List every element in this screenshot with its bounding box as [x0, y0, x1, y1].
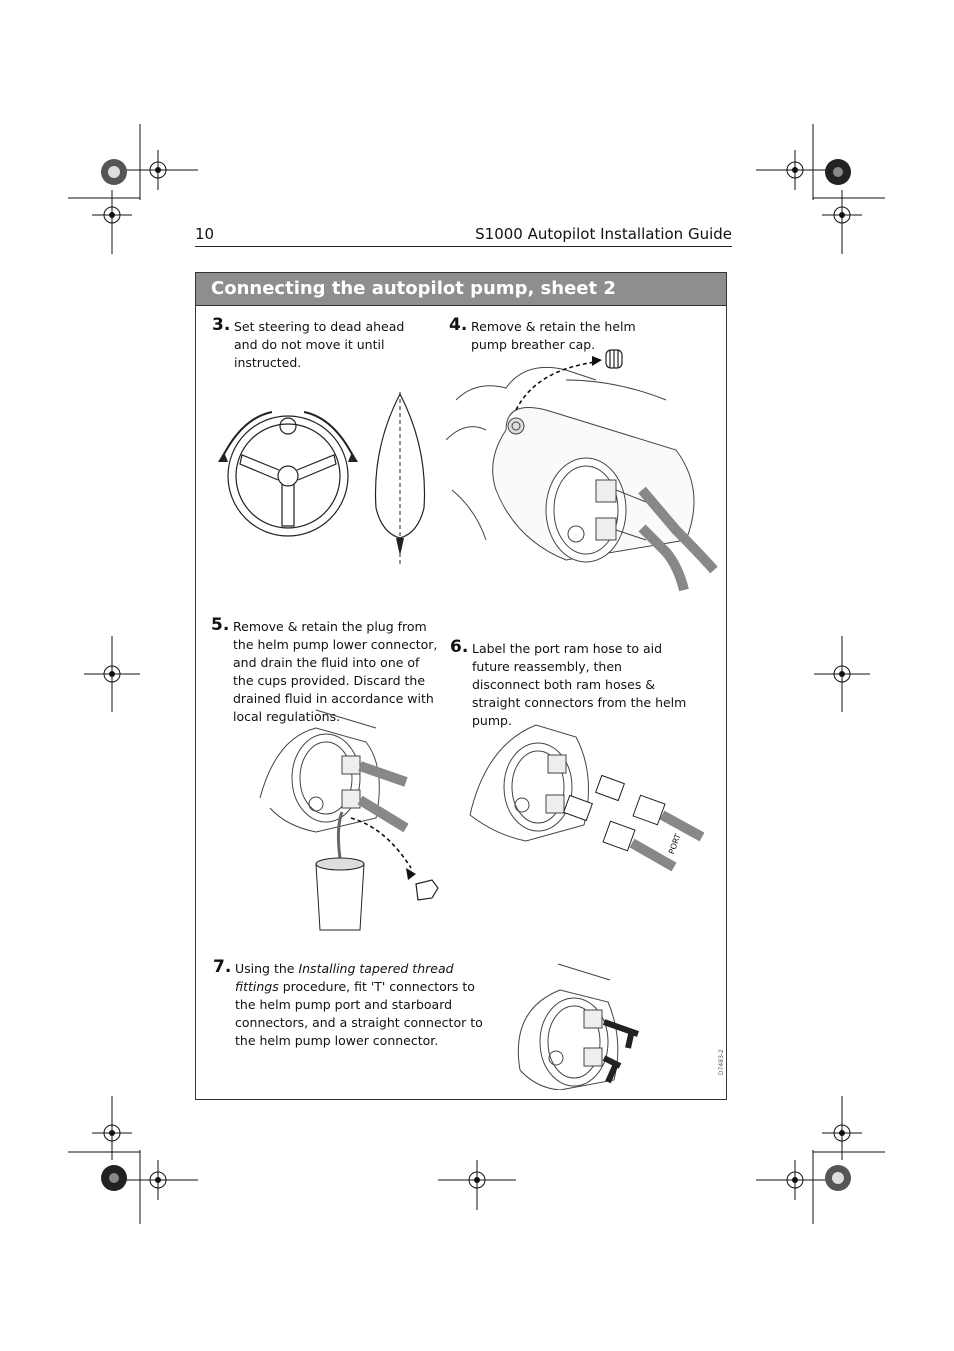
step-3 [212, 315, 412, 372]
header-title: S1000 Autopilot Installation Guide [475, 225, 732, 243]
drawing-code: D7483-2 [718, 1049, 725, 1075]
step-text-lead: Using the [235, 961, 299, 976]
steering-wheel-illustration [212, 400, 362, 540]
disconnect-hoses-illustration [466, 715, 716, 875]
step-number: 6. [450, 637, 469, 657]
step-number: 4. [449, 315, 468, 335]
t-connectors-illustration [500, 960, 660, 1090]
boat-hull-illustration [368, 388, 432, 570]
step-number: 3. [212, 315, 231, 335]
step-text: Remove & retain the plug from the helm pump lower connector, and drain the fluid into one of the cups provided. Discard the drained fluid in accordance with local regulations. [233, 619, 438, 724]
step-text: Label the port ram hose to aid future reassembly, then disconnect both ram hoses & straight connectors from the helm pump. [472, 641, 687, 728]
procedure-reference: Installing tapered thread fittings [235, 961, 454, 994]
step-7 [213, 957, 495, 1050]
drain-fluid-illustration [256, 708, 446, 938]
header-rule [195, 246, 732, 247]
step-text-tail: procedure, fit 'T' connectors to the helm pump port and starboard connectors, and a straight connector to the helm pump lower connector. [235, 979, 483, 1048]
step-text [235, 960, 495, 1050]
page-number: 10 [195, 225, 215, 243]
step-text: Remove & retain the helm pump breather cap. [471, 319, 636, 352]
step-text: Set steering to dead ahead and do not move it until instructed. [234, 319, 405, 370]
port-hose-tag: PORT [667, 832, 683, 856]
helm-pump-breather-illustration [446, 340, 726, 600]
panel-title: Connecting the autopilot pump, sheet 2 [196, 273, 726, 306]
step-number: 5. [211, 615, 230, 635]
step-number: 7. [213, 957, 232, 977]
